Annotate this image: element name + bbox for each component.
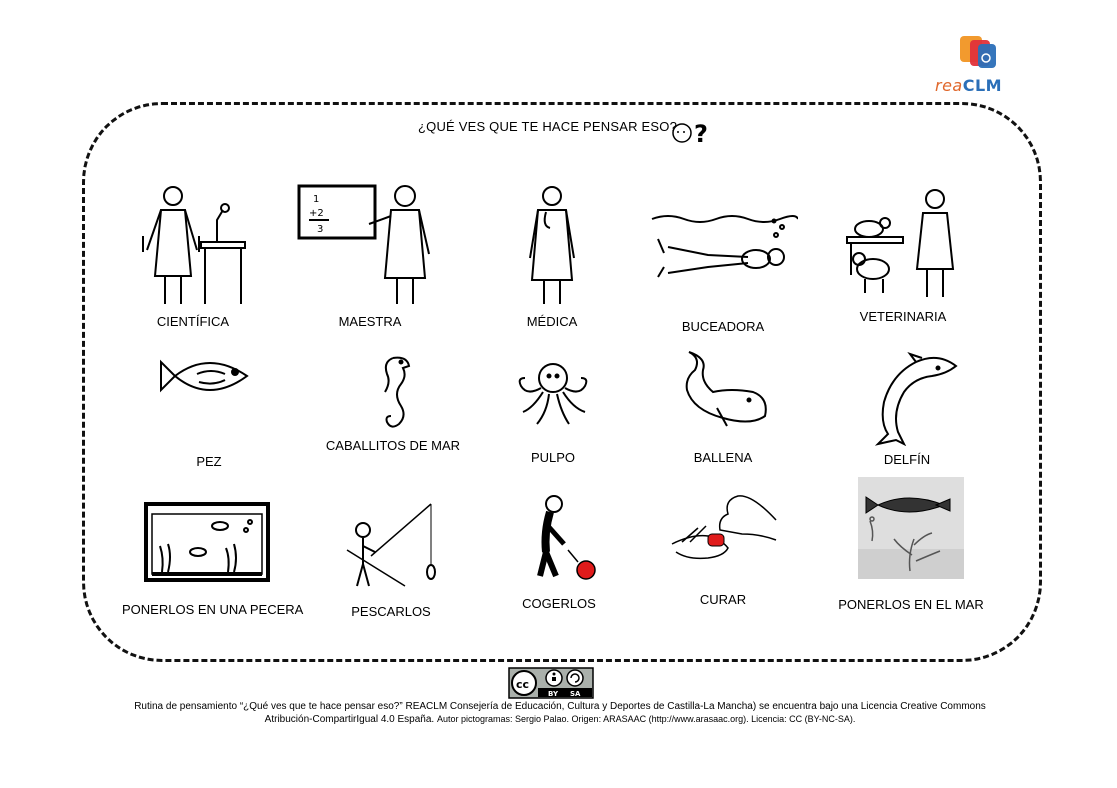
- dolphin-icon: [852, 352, 962, 446]
- svg-text:?: ?: [694, 120, 708, 146]
- card-label: DELFÍN: [883, 452, 931, 467]
- badge-by: BY: [548, 690, 559, 698]
- teacher-icon: [295, 180, 445, 308]
- card-maestra: [285, 180, 455, 329]
- credit-author: Autor pictogramas: Sergio Palao. Origen: ARASAAC (http://www.arasaac.org). Licencia: CC (BY-NC-SA).: [436, 714, 856, 724]
- card-pulpo: [468, 356, 638, 465]
- card-label: CURAR: [699, 592, 747, 607]
- card-label: PONERLOS EN EL MAR: [838, 597, 984, 612]
- creative-commons-badge: [508, 667, 594, 699]
- doctor-icon: [512, 180, 592, 308]
- card-buceadora: [638, 205, 808, 334]
- red-ball-icon: [577, 561, 595, 579]
- card-label: PEZ: [196, 454, 222, 469]
- fish-icon: [159, 350, 259, 438]
- page-title: ¿QUÉ VES QUE TE HACE PENSAR ESO?: [418, 119, 678, 134]
- card-mar: [826, 475, 996, 612]
- card-label: VETERINARIA: [859, 309, 947, 324]
- svg-text:cc: cc: [516, 678, 530, 691]
- aquarium-icon: [142, 500, 272, 584]
- diver-icon: [648, 205, 798, 305]
- card-pecera: [122, 500, 304, 617]
- card-veterinaria: [818, 185, 988, 324]
- card-label: CABALLITOS DE MAR: [325, 438, 461, 453]
- card-caballitos: [308, 352, 478, 453]
- scientist-icon: [133, 180, 253, 308]
- thinking-question-icon: [670, 118, 714, 146]
- card-medica: [467, 180, 637, 329]
- card-cogerlos: [474, 492, 644, 611]
- card-cientifica: [108, 180, 278, 329]
- card-label: COGERLOS: [522, 596, 596, 611]
- credit-text: [60, 700, 1060, 726]
- svg-text:1: 1: [313, 194, 320, 205]
- card-pez: [124, 350, 294, 469]
- octopus-icon: [513, 356, 593, 432]
- card-label: MAESTRA: [338, 314, 402, 329]
- fishing-icon: [341, 500, 441, 590]
- credit-line-2: [60, 713, 1060, 726]
- logo-word-b: CLM: [962, 76, 1003, 95]
- credit-license: Atribución-CompartirIgual 4.0 España.: [264, 714, 435, 725]
- card-label: PONERLOS EN UNA PECERA: [122, 602, 304, 617]
- card-curar: [638, 490, 808, 607]
- whale-icon: [673, 348, 773, 432]
- card-label: BUCEADORA: [681, 319, 765, 334]
- card-label: CIENTÍFICA: [156, 314, 230, 329]
- card-ballena: [638, 348, 808, 465]
- seahorse-icon: [363, 352, 423, 432]
- pick-up-icon: [514, 492, 604, 584]
- card-pescarlos: [306, 500, 476, 619]
- svg-text:+2: +2: [309, 208, 324, 219]
- logo-word-a: rea: [935, 76, 963, 95]
- vet-icon: [843, 185, 963, 303]
- card-label: MÉDICA: [526, 314, 578, 329]
- card-delfin: [822, 352, 992, 467]
- credit-line-1: Rutina de pensamiento “¿Qué ves que te hace pensar eso?” REACLM Consejería de Educación, Cultura y Deportes de Castilla-La Mancha) se encuentra bajo una Licencia Creative Commons: [134, 701, 986, 712]
- svg-text:3: 3: [317, 224, 324, 235]
- heal-icon: [668, 490, 778, 574]
- card-label: BALLENA: [693, 450, 753, 465]
- card-label: PESCARLOS: [351, 604, 431, 619]
- release-sea-icon: [856, 475, 966, 581]
- logo-wordmark: [935, 76, 1002, 95]
- card-label: PULPO: [530, 450, 576, 465]
- badge-sa: SA: [570, 690, 581, 698]
